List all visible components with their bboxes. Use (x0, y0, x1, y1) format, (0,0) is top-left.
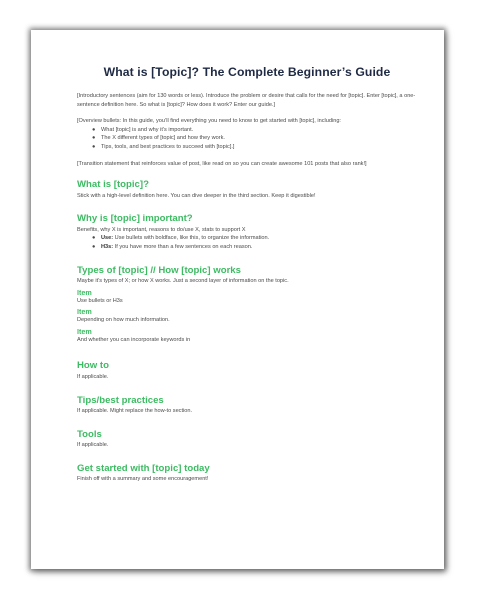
section-body: If applicable. (77, 373, 109, 380)
item-heading: Item (77, 326, 92, 336)
document-content (77, 65, 417, 484)
item-body: And whether you can incorporate keywords in (77, 336, 191, 343)
document-title: What is [Topic]? The Complete Beginner’s Guide (103, 65, 391, 79)
section-types (77, 265, 417, 345)
section-howto (77, 360, 417, 381)
list-item: ● The X different types of [topic] and how they work. (92, 135, 225, 142)
section-body: If applicable. (77, 442, 109, 449)
item-heading: Item (77, 287, 92, 297)
section-tools (77, 429, 417, 450)
section-body: If applicable. Might replace the how-to section. (77, 408, 193, 414)
why-bullet-list (77, 234, 417, 251)
item-heading: Item (77, 307, 92, 317)
section-heading: Why is [topic] important? (77, 213, 193, 225)
list-item: ● What [topic] is and why it’s important. (92, 126, 194, 133)
overview-lead: [Overview bullets: In this guide, you’ll find everything you need to know to get started with [topic], including: (77, 118, 341, 125)
section-heading: Get started with [topic] today (77, 462, 210, 474)
document-page (31, 30, 444, 569)
transition-paragraph: [Transition statement that reinforces value of post, like read on so you can create awesome 101 posts that also rank!] (77, 160, 367, 167)
section-body: Benefits, why X is important, reasons to do/use X, stats to support X (77, 226, 246, 233)
list-item: ● H3s: If you have more than a few sentences on each reason. (92, 243, 253, 250)
section-body: Stick with a high-level definition here. You can dive deeper in the third section. Keep it digestible! (77, 192, 316, 199)
item-body: Depending on how much information. (77, 317, 170, 324)
section-heading: How to (77, 360, 109, 372)
bullet-icon: ● (92, 235, 96, 242)
section-why (77, 213, 417, 251)
section-heading: Tips/best practices (77, 394, 164, 406)
bullet-icon: ● (92, 135, 96, 142)
list-item: ● Use: Use bullets with boldface, like this, to organize the information. (92, 235, 270, 242)
section-heading: What is [topic]? (77, 179, 149, 191)
section-what (77, 179, 417, 200)
section-heading: Tools (77, 428, 102, 440)
section-body: Finish off with a summary and some encouragement! (77, 476, 209, 483)
list-item: ● Tips, tools, and best practices to succeed with [topic].] (92, 143, 235, 150)
item-body: Use bullets or H3s (77, 297, 123, 304)
section-get-started (77, 463, 417, 484)
overview-bullet-list (77, 126, 417, 152)
bullet-icon: ● (92, 143, 96, 150)
bullet-icon: ● (92, 243, 96, 250)
section-heading: Types of [topic] // How [topic] works (77, 264, 241, 276)
section-tips (77, 395, 417, 416)
bullet-icon: ● (92, 126, 96, 133)
section-body: Maybe it’s types of X; or how X works. Just a second layer of information on the topic. (77, 278, 289, 285)
intro-paragraph: [Introductory sentences (aim for 130 words or less). Introduce the problem or desire that calls for the need for [topic]. Enter [topic], a one-sentence definition here. So what is [topic]? How does it work? Enter our guide.] (77, 93, 416, 108)
